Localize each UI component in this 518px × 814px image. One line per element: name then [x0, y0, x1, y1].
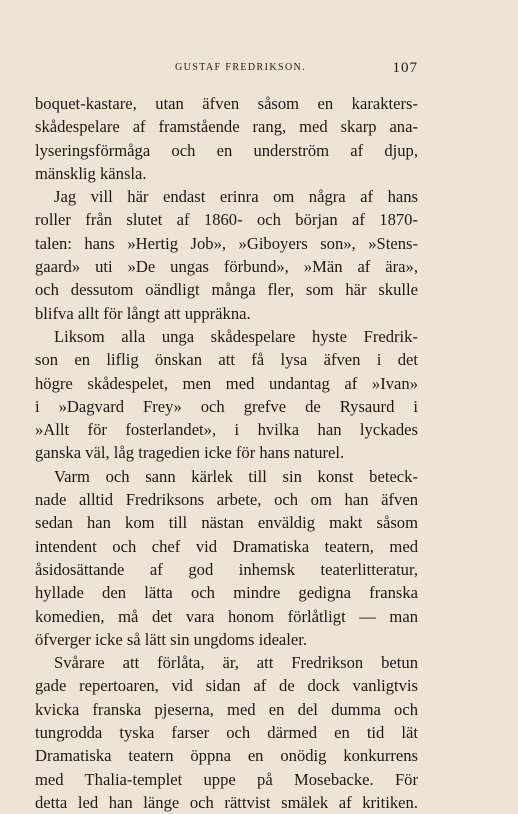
- text-line: öfverger icke så lätt sin ungdoms idealer.: [35, 629, 308, 649]
- text-line: blifva allt för långt att uppräkna.: [35, 303, 251, 323]
- text-line: Jag vill här endast erinra om några af hans: [54, 187, 418, 207]
- text-line: Dramatiska teatern öppna en onödig konkurrens: [35, 746, 418, 766]
- text-line: Svårare att förlåta, är, att Fredrikson betun: [54, 653, 418, 673]
- text-line: hyllade den lätta och mindre gedigna franska: [35, 583, 418, 603]
- running-title: GUSTAF FREDRIKSON.: [175, 62, 307, 73]
- text-line: nade alltid Fredriksons arbete, och om han äfven: [35, 490, 418, 510]
- text-line: son en liflig önskan att få lysa äfven i det: [35, 350, 418, 370]
- text-line: detta led han länge och rättvist smälek af kritiken.: [35, 792, 418, 812]
- text-line: talen: hans »Hertig Job», »Giboyers son», »Stens-: [35, 233, 418, 253]
- text-line: sedan han kom till nästan enväldig makt såsom: [35, 513, 418, 533]
- text-line: högre skådespelet, men med undantag af »Ivan»: [35, 373, 418, 393]
- text-line: tungrodda tyska farser och därmed en tid lät: [35, 723, 418, 743]
- text-line: boquet-kastare, utan äfven såsom en karakters-: [35, 94, 418, 113]
- text-line: kvicka franska pjeserna, med en del dumma och: [35, 699, 418, 719]
- text-line: åsidosättande af god inhemsk teaterlitteratur,: [35, 559, 418, 579]
- text-line: intendent och chef vid Dramatiska teatern, med: [35, 536, 418, 556]
- running-header: [35, 60, 418, 80]
- text-line: gaard» uti »De ungas förbund», »Män af ära»,: [35, 257, 418, 277]
- text-line: mänsklig känsla.: [35, 163, 147, 183]
- text-line: »Allt för fosterlandet», i hvilka han lyckades: [35, 420, 418, 440]
- text-line: gade repertoaren, vid sidan af de dock vanligtvis: [35, 676, 418, 696]
- text-line: ganska väl, låg tragedien icke för hans naturel.: [35, 443, 345, 463]
- page-number: 107: [392, 60, 418, 76]
- text-line: komedien, må det vara honom förlåtligt — man: [35, 606, 418, 626]
- body-text: [35, 92, 418, 814]
- text-line: lyseringsförmåga och en underström af djup,: [35, 140, 418, 160]
- text-line: Varm och sann kärlek till sin konst beteck-: [54, 466, 418, 486]
- text-line: i »Dagvard Frey» och grefve de Rysaurd i: [35, 396, 418, 416]
- text-line: och dessutom oändligt många fler, som här skulle: [35, 280, 418, 300]
- text-line: med Thalia-templet uppe på Mosebacke. För: [35, 769, 418, 789]
- text-line: skådespelare af framstående rang, med skarp ana-: [35, 117, 418, 137]
- text-line: roller från slutet af 1860- och början af 1870-: [35, 210, 418, 230]
- text-line: Liksom alla unga skådespelare hyste Fredrik-: [54, 326, 418, 346]
